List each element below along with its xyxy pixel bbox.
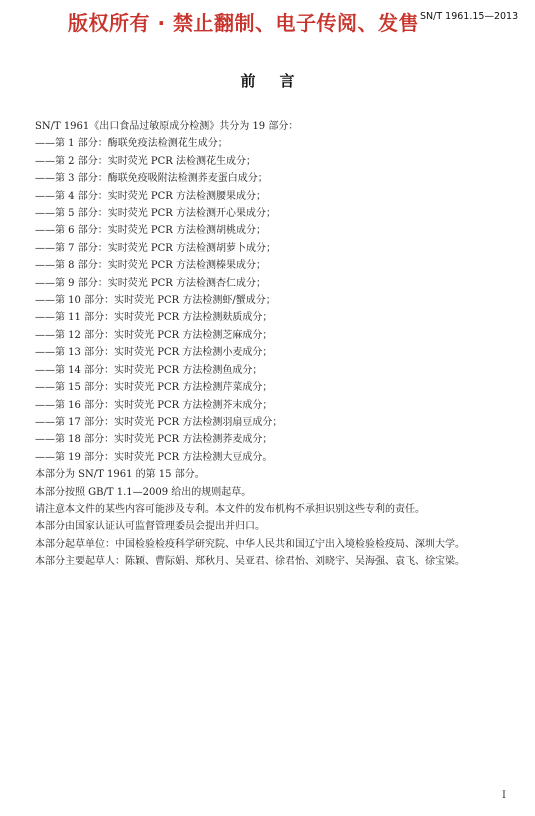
part-item: ——第 12 部分：实时荧光 PCR 方法检测芝麻成分； xyxy=(35,329,273,341)
paragraph: 本部分为 SN/T 1961 的第 15 部分。 xyxy=(35,469,205,481)
page-number: I xyxy=(502,790,506,801)
part-item: ——第 1 部分：酶联免疫法检测花生成分； xyxy=(35,138,228,150)
paragraph: 本部分起草单位：中国检验检疫科学研究院、中华人民共和国辽宁出入境检验检疫局、深圳大学。 xyxy=(35,538,465,550)
part-item: ——第 7 部分：实时荧光 PCR 方法检测胡萝卜成分； xyxy=(35,242,276,254)
paragraph: 本部分主要起草人：陈颖、曹际娟、郑秋月、吴亚君、徐君怡、刘晓宇、吴海强、袁飞、徐宝梁。 xyxy=(35,556,465,568)
part-item: ——第 16 部分：实时荧光 PCR 方法检测芥末成分； xyxy=(35,399,273,411)
part-item: ——第 19 部分：实时荧光 PCR 方法检测大豆成分。 xyxy=(35,451,273,463)
standard-code: SN/T 1961.15—2013 xyxy=(420,11,519,22)
part-item: ——第 11 部分：实时荧光 PCR 方法检测麸质成分； xyxy=(35,312,273,324)
copyright-watermark: 版权所有 · 禁止翻制、电子传阅、发售 xyxy=(68,11,420,35)
part-item: ——第 15 部分：实时荧光 PCR 方法检测芹菜成分； xyxy=(35,382,273,394)
foreword-body xyxy=(35,118,525,571)
part-item: ——第 9 部分：实时荧光 PCR 方法检测杏仁成分； xyxy=(35,277,266,289)
part-item: ——第 13 部分：实时荧光 PCR 方法检测小麦成分； xyxy=(35,347,273,359)
part-item: ——第 10 部分：实时荧光 PCR 方法检测虾/蟹成分； xyxy=(35,295,276,307)
intro-line: SN/T 1961《出口食品过敏原成分检测》共分为 19 部分： xyxy=(35,121,299,132)
part-item: ——第 4 部分：实时荧光 PCR 方法检测腰果成分； xyxy=(35,190,266,202)
part-item: ——第 14 部分：实时荧光 PCR 方法检测鱼成分； xyxy=(35,364,263,376)
part-item: ——第 2 部分：实时荧光 PCR 法检测花生成分； xyxy=(35,155,256,167)
part-item: ——第 17 部分：实时荧光 PCR 方法检测羽扇豆成分； xyxy=(35,416,283,428)
paragraph: 请注意本文件的某些内容可能涉及专利。本文件的发布机构不承担识别这些专利的责任。 xyxy=(35,503,425,515)
part-item: ——第 18 部分：实时荧光 PCR 方法检测荞麦成分； xyxy=(35,434,273,446)
part-item: ——第 5 部分：实时荧光 PCR 方法检测开心果成分； xyxy=(35,208,276,220)
part-item: ——第 3 部分：酶联免疫吸附法检测荞麦蛋白成分； xyxy=(35,173,268,185)
part-item: ——第 6 部分：实时荧光 PCR 方法检测胡桃成分； xyxy=(35,225,266,237)
paragraph: 本部分按照 GB/T 1.1—2009 给出的规则起草。 xyxy=(35,486,252,498)
paragraph: 本部分由国家认证认可监督管理委员会提出并归口。 xyxy=(35,521,265,533)
part-item: ——第 8 部分：实时荧光 PCR 方法检测榛果成分； xyxy=(35,260,266,272)
page-title: 前言 xyxy=(240,72,319,90)
